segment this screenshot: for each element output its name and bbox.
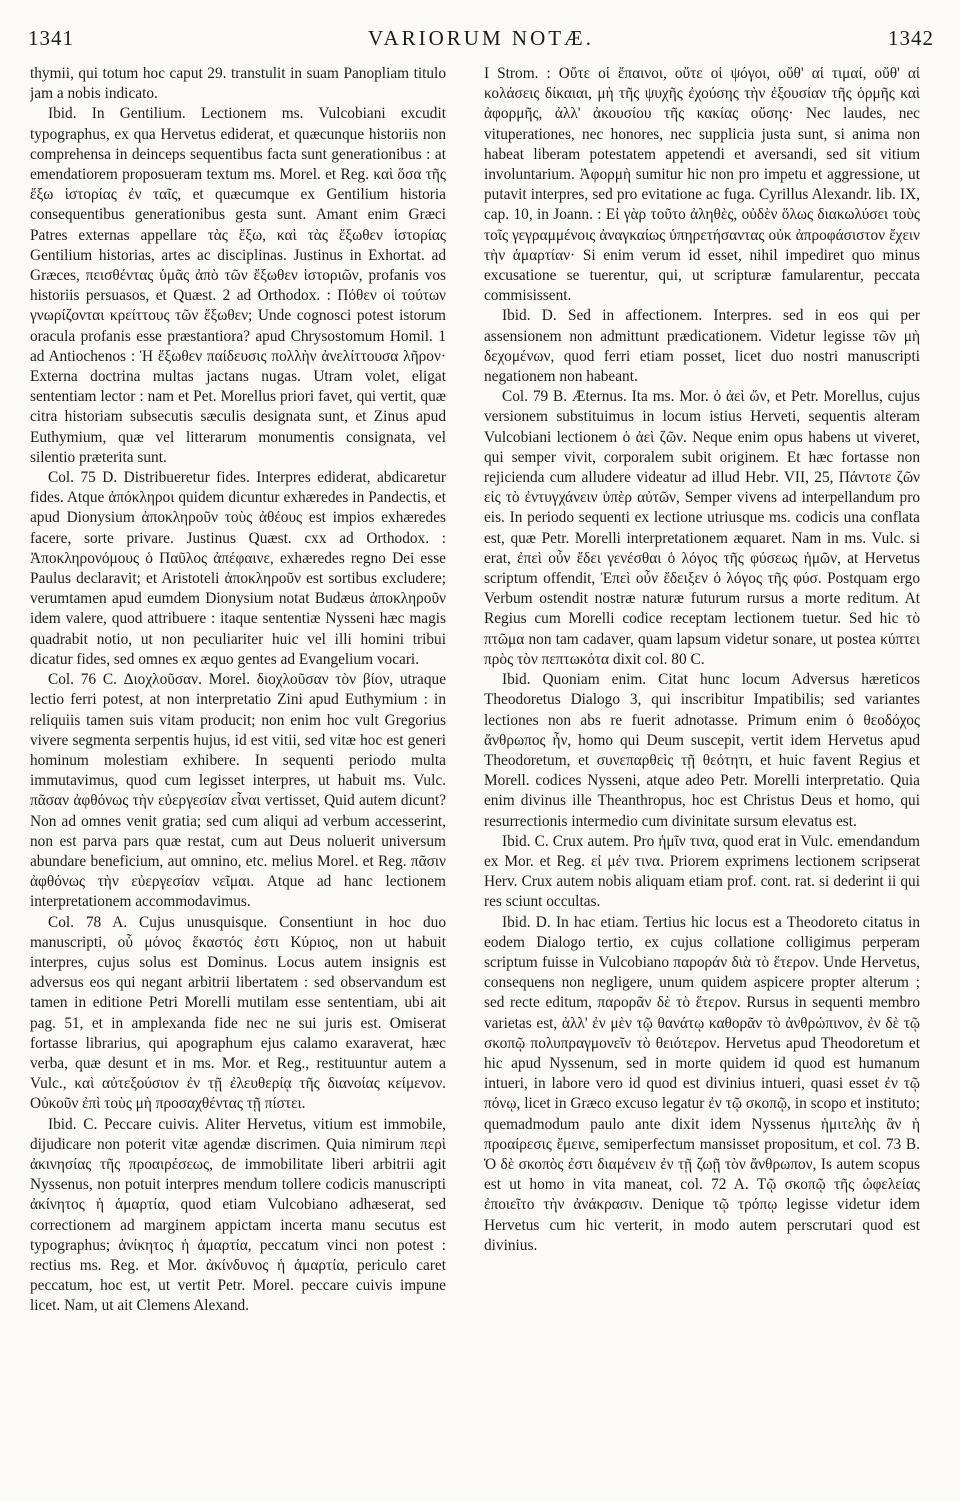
- note-paragraph: Col. 78 A. Cujus unusquisque. Consentiunt in hoc duo manuscripti, οὗ μόνος ἕκαστός ἐστι Κύριος, non ut habuit interpres, cujus solus est Dominus. Locus autem insignis est adversus eos qui negant arbitrii libertatem : sed observandum est tamen in editione Petri Morelli mutilam esse sententiam, ubi ait pag. 51, et in amplexanda fide nec ne sui juris est. Omiserat fortasse librarius, qui apographum ejus calamo exaraverat, hæc verba, quæ desunt et in ms. Mor. et Reg., restituuntur autem a Vulc., καὶ αὐτεξούσιον ἐν τῇ ἐλευθερίᾳ τῆς διανοίας κείμενον. Οὐκοῦν ἐπὶ τοὺς μὴ προσαχθέντας τῇ πίστει.: [30, 913, 446, 1113]
- note-paragraph: Ibid. D. Sed in affectionem. Interpres. sed in eos qui per assensionem non admittunt prædicationem. Videtur legisse τῶν μὴ δεχομένων, quod ferri etiam posset, licet duo nostri manuscripti negationem non habeant.: [484, 307, 920, 386]
- page-header: [28, 14, 934, 50]
- right-column: [484, 64, 920, 1489]
- note-paragraph: Ibid. C. Crux autem. Pro ἡμῖν τινα, quod erat in Vulc. emendandum ex Mor. et Reg. εἰ μέν τινα. Priorem exprimens lectionem scripserat Herv. Crux autem nobis aliquam etiam prof. cont. rat. si dederint ii qui res sciunt occultas.: [484, 832, 920, 911]
- note-paragraph: Col. 75 D. Distribueretur fides. Interpres ediderat, abdicaretur fides. Atque ἀπόκληροι quidem dicuntur exhæredes in Pandectis, et apud Dionysium ἀποκληροῦν τοὺς ἀθέους est impios exhæredes facere, sorte privare. Justinus Quæst. cxx ad Orthodox. : Ἀποκληρονόμους ὁ Παῦλος ἀπέφαινε, exhæredes regno Dei esse Paulus declaravit; et Aristoteli ἀποκληροῦν est sortibus excludere; verumtamen apud eumdem Dionysium notat Budæus ἀποκληροῦν idem valere, quod attribuere : itaque sententiæ Nysseni hæc magis quadrabit notio, ut non peculiariter huic vel illi homini tribui dicatur fides, sed omnes ex æquo gentes ad Evangelium vocari.: [30, 469, 446, 668]
- page-number-left: 1341: [28, 26, 74, 50]
- note-paragraph: Ibid. Quoniam enim. Citat hunc locum Adversus hæreticos Theodoretus Dialogo 3, qui inscribitur Impatibilis; sed variantes lectiones non abs re fuerit adnotasse. Primum enim ὁ θεοδόχος ἄνθρωπος ἦν, homo qui Deum suscepit, vertit idem Hervetus apud Theodoretum, et συνεπαρθεὶς τῇ θεότητι, et huic favent Regius et Morell. codices Nysseni, atque adeo Petr. Morelli interpretatio. Quia enim divinus ille Theanthropus, hoc est Christus Deus et homo, qui resurrectionis intermedio cum divinitate sursum elevatus est.: [484, 671, 920, 830]
- note-paragraph: thymii, qui totum hoc caput 29. transtulit in suam Panopliam titulo jam a nobis indicato.: [30, 65, 446, 103]
- note-paragraph: Ibid. In Gentilium. Lectionem ms. Vulcobiani excudit typographus, ex qua Hervetus ediderat, et quæcunque historiis non comprehensa in deinceps sequentibus facta sunt generationibus : at emendatiorem proposueram textum ms. Morel. et Reg. καὶ ὅσα τῆς ἔξω ἱστορίας ἐν ταῖς, et quæcumque ex Gentilium historia consequentibus generationibus gesta sunt. Amant enim Græci Patres externas appellare τὰς ἔξω, καὶ τὰς ἔξωθεν ἱστορίας Gentilium historias, artes ac disciplinas. Justinus in Exhortat. ad Græces, πεισθέντας ὑμᾶς ἀπὸ τῶν ἔξωθεν ἱστοριῶν, profanis vos historiis persuasos, et Quæst. 2 ad Orthodox. : Πόθεν οἱ τούτων γνωρίζονται κρείττους τῶν ἔξωθεν; Unde cognosci potest istorum oracula profanis esse præstantiora? apud Chrysostomum Homil. 1 ad Antiochenos : Ἡ ἔξωθεν παίδευσις πολλὴν ἀνελίττουσα λῆρον· Externa doctrina multas jactans nugas. Utram volet, eligat sententiam lector : nam et Pet. Morellus priori favet, qui vertit, quæ citra historiam subsecutis sæculis designata sunt, et Zinus apud Euthymium, quæ vel litterarum monumentis consignata, vel silentio præterita sunt.: [30, 105, 446, 466]
- note-paragraph: Ibid. D. In hac etiam. Tertius hic locus est a Theodoreto citatus in eodem Dialogo tertio, ex cujus collatione colligimus perperam scriptum fuisse in Vulcobiano παροράν διὰ τὸ ἕτερον. Unde Hervetus, consequens non negligere, unum quidem aspicere propter alterum ; sed recte editum, παρορᾶν δὲ τὸ ἕτερον. Rursus in sequenti membro varietas est, ἀλλ' ἐν μὲν τῷ θανάτῳ καθορᾶν τὸ ἀνθρώπινον, ἐν δὲ τῷ σκοπῷ πολυπραγμονεῖν τὸ θειότερον. Hervetus apud Theodoretum et hic apud Nyssenum, sed in morte quidem id quod est humanum intueri, in labore vero id quod est divinius intueri, quasi esset ἐν τῷ πόνῳ, licet in Græco excuso legatur ἐν τῷ σκοπῷ, in scopo et instituto; quemadmodum paulo ante dixit idem Nyssenus ἡμιτελὴς ἂν ἡ προαίρεσις ἔμεινε, semiperfectum mansisset propositum, et col. 73 B. Ὁ δὲ σκοπὸς ἐστι διαμένειν ἐν τῇ ζωῇ τὸν ἄνθρωπον, Is autem scopus est ut homo in vita maneat, col. 72 A. Τῷ σκοπῷ τῆς ὠφελείας ἐποιεῖτο τὴν ἀνάκρασιν. Denique τῷ τρόπῳ legisse videtur idem Hervetus cum hic verterit, in modo autem perscrutari quod est divinius.: [484, 913, 920, 1254]
- left-column: [30, 64, 446, 1489]
- note-paragraph: Col. 79 B. Æternus. Ita ms. Mor. ὁ ἀεὶ ὤν, et Petr. Morellus, cujus versionem substituimus in locum istius Herveti, sequentis alteram Vulcobiani lectionem ὁ ἀεὶ ζῶν. Neque enim opus habens ut viveret, qui semper vivit, corporalem subit originem. Et hæc fortasse non rejicienda cum alludere videatur ad illud Hebr. VII, 25, Πάντοτε ζῶν εἰς τὸ ἐντυγχάνειν ὑπὲρ αὐτῶν, Semper vivens ad interpellandum pro eis. In periodo sequenti ex lectione utriusque ms. codicis una conflata est, quæ Petr. Morelli interpretationem æquaret. Nam in ms. Vulc. si erat, ἐπεὶ οὖν ἔδει γενέσθαι ὁ λόγος τῆς φύσεως ἡμῶν, at Hervetus scriptum offendit, Ἐπεὶ οὖν ἔδειξεν ὁ λόγος τῆς φύσ. Postquam ergo Verbum ostendit nostræ naturæ futurum rursus a morte reditum. At Regius cum Morelli codice receptam lectionem tuetur. Sed hic τὸ πτῶμα non tam cadaver, quam lapsum videtur sonare, ut postea κύπτει πρὸς τὸν πεπτωκότα dixit col. 80 C.: [484, 388, 920, 668]
- page-number-right: 1342: [888, 26, 934, 50]
- note-paragraph: I Strom. : Οὔτε οἱ ἔπαινοι, οὔτε οἱ ψόγοι, οὔθ' αἱ τιμαί, οὔθ' αἱ κολάσεις δίκαιαι, μὴ τῆς ψυχῆς ἐχούσης τὴν ἐξουσίαν τῆς ὁρμῆς καὶ ἀφορμῆς, ἀλλ' ἀκουσίου τῆς κακίας οὔσης· Nec laudes, nec vituperationes, nec honores, nec supplicia justa sunt, si anima non habeat liberam potestatem appetendi et aversandi, sed sit vitium involuntarium. Ἀφορμὴ sumitur hic non pro impetu et aggressione, ut putavit interpres, sed pro evitatione ac fuga. Cyrillus Alexandr. lib. IX, cap. 10, in Joann. : Εἰ γὰρ τοῦτο ἀληθὲς, οὐδὲν ὅλως διακωλύσει τοὺς τοῖς γεγραμμένοις ἀναγκαίως ὑπηρετήσαντας οὐκ ἀπροφάσιστον ἔχειν τὴν ἁμαρτίαν· Si enim verum id esset, nihil impediret quo minus excusatione se tuerentur, qui, ut scripturæ famularentur, peccata commisissent.: [484, 65, 920, 305]
- running-title: VARIORUM NOTÆ.: [368, 26, 594, 50]
- note-paragraph: Col. 76 C. Διοχλοῦσαν. Morel. διοχλοῦσαν τὸν βίον, utraque lectio ferri potest, at non interpretatio Zini apud Euthymium : in reliquiis tamen suis vitam producit; non enim hoc vult Gregorius vivere segmenta serpentis hujus, id est vitii, sed vitæ hoc est generi hominum molestiam exhibere. In sequenti periodo multa immutavimus, quod cum legisset interpres, ut habuit ms. Vulc. πᾶσαν ἀφθόνως τὴν εὐεργεσίαν εἶναι vertisset, Quid autem dicunt? Non ad omnes venit gratia; sed cum aliqui ad verbum accesserint, non est parva pars quæ restat, cum aut Deus noluerit universum abundare beneficium, aut omnino, etc. melius Morel. et Reg. πᾶσιν ἀφθόνως τὴν εὐεργεσίαν νεῖμαι. Atque ad hanc lectionem interpretationem accommodavimus.: [30, 671, 446, 911]
- note-paragraph: Ibid. C. Peccare cuivis. Aliter Hervetus, vitium est immobile, dijudicare non poterit vitæ agendæ discrimen. Quia nimirum περὶ ἀκινησίας τῆς προαιρέσεως, de immobilitate liberi arbitrii agit Nyssenus, non potuit interpres mendum tollere codicis manuscripti ἀκίνητος ἡ ἁμαρτία, quod etiam Vulcobiano adhæserat, sed correctionem ad marginem appictam incerta manu secutus est typographus; ἀνίκητος ἡ ἁμαρτία, peccatum vinci non potest : rectius ms. Reg. et Mor. ἀκίνδυνος ἡ ἁμαρτία, periculo caret peccatum, hoc est, ut vertit Petr. Morel. peccare cuivis impune licet. Nam, ut ait Clemens Alexand.: [30, 1115, 446, 1315]
